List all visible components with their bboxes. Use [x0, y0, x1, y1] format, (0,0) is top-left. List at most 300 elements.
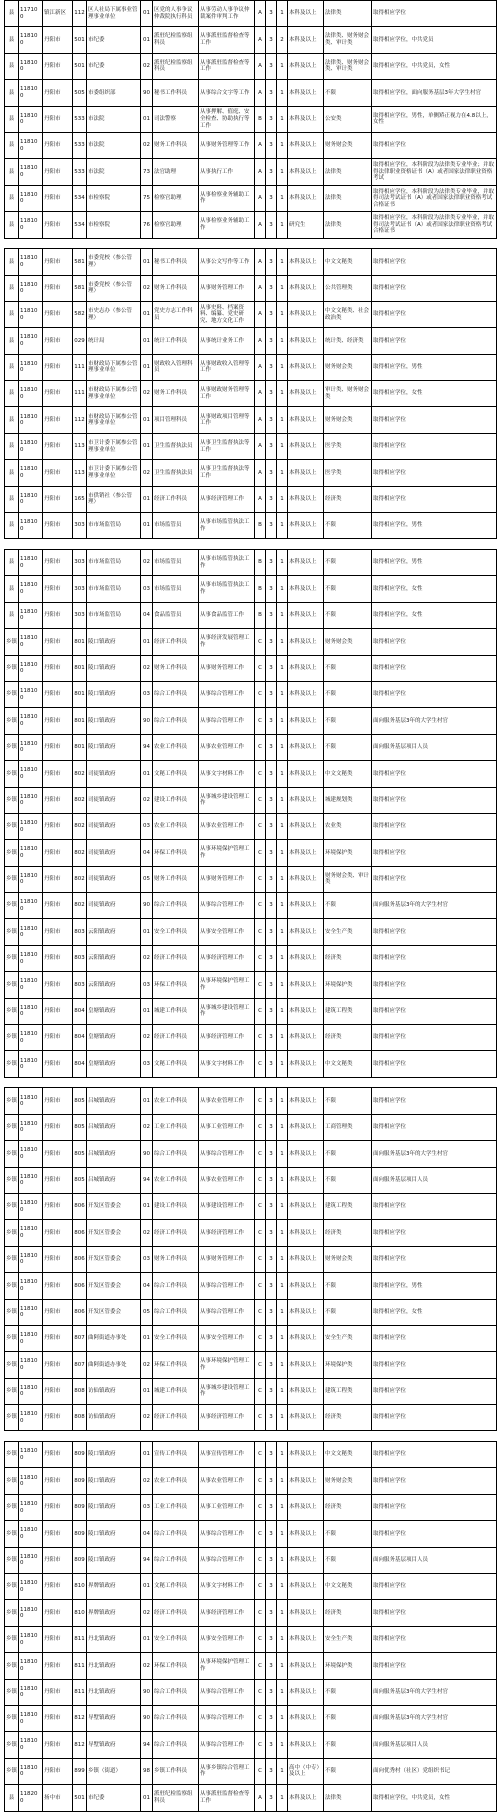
region-cell: 丹阳市 [43, 550, 73, 576]
table-row [5, 53, 497, 79]
requirement-cell: 取得相应学位 [372, 249, 497, 275]
ratio-cell: 3 [266, 945, 277, 971]
level-cell: 乡镇 [5, 1521, 19, 1547]
code-cell: 11810 0 [19, 328, 43, 354]
code-cell: 11810 0 [19, 1051, 43, 1077]
level-cell: 县 [5, 212, 19, 238]
table-row [5, 1732, 497, 1758]
major-cell: 不限 [324, 1547, 372, 1573]
region-cell: 丹阳市 [43, 1442, 73, 1468]
region-cell: 丹阳市 [43, 513, 73, 539]
table-row [5, 407, 497, 433]
major-cell: 财务财会类 [324, 1468, 372, 1494]
count-cell: 1 [277, 1141, 288, 1167]
code-cell: 11810 0 [19, 486, 43, 512]
education-cell: 本科及以上 [288, 1521, 324, 1547]
dept-code-cell: 809 [73, 1521, 87, 1547]
dept-name-cell: 陵口镇政府 [87, 734, 141, 760]
ratio-cell: 3 [266, 602, 277, 628]
position-code-cell: 02 [141, 1653, 153, 1679]
duty-cell: 从事市场监管执法工作 [199, 513, 255, 539]
position-name-cell: 环保工作科员 [153, 840, 199, 866]
duty-cell: 从事城乡建设管理工作 [199, 1378, 255, 1404]
major-cell: 经济类 [324, 1025, 372, 1051]
ratio-cell: 3 [266, 1220, 277, 1246]
dept-code-cell: 533 [73, 132, 87, 158]
level-cell: 乡镇 [5, 893, 19, 919]
position-code-cell: 01 [141, 328, 153, 354]
requirement-cell: 取得相应学位 [372, 972, 497, 998]
region-cell: 丹阳市 [43, 1273, 73, 1299]
education-cell: 本科及以上 [288, 813, 324, 839]
position-code-cell: 02 [141, 1025, 153, 1051]
duty-cell: 从事财政项目管理等工作 [199, 407, 255, 433]
region-cell: 丹阳市 [43, 1600, 73, 1626]
region-cell: 丹阳市 [43, 328, 73, 354]
major-cell: 不限 [324, 1088, 372, 1114]
dept-code-cell: 812 [73, 1732, 87, 1758]
position-code-cell: 02 [141, 460, 153, 486]
requirement-cell: 取得相应学位 [372, 655, 497, 681]
education-cell: 本科及以上 [288, 1025, 324, 1051]
duty-cell: 从事检察业务辅助工作 [199, 212, 255, 238]
level-cell: 县 [5, 53, 19, 79]
table-row [5, 1521, 497, 1547]
dept-name-cell: 统计局 [87, 328, 141, 354]
requirement-cell: 取得相应学位，本科阶段为法律类专业毕业；并取得法律职业资格证书（A）或者国家法律职业资格考试 [372, 159, 497, 185]
position-name-cell: 统计工作科员 [153, 328, 199, 354]
education-cell: 本科及以上 [288, 1246, 324, 1272]
level-cell: 乡镇 [5, 1468, 19, 1494]
ratio-cell: 3 [266, 1246, 277, 1272]
dept-name-cell: 市法院 [87, 159, 141, 185]
region-cell: 丹阳市 [43, 1468, 73, 1494]
count-cell: 1 [277, 354, 288, 380]
dept-code-cell: 811 [73, 1626, 87, 1652]
table-row [5, 866, 497, 892]
position-code-cell: 02 [141, 550, 153, 576]
position-code-cell: 02 [141, 945, 153, 971]
category-cell: A [255, 1785, 266, 1811]
duty-cell: 从事财政收入管理等工作 [199, 354, 255, 380]
education-cell: 本科及以上 [288, 80, 324, 106]
category-cell: C [255, 1167, 266, 1193]
education-cell: 本科及以上 [288, 1442, 324, 1468]
dept-name-cell: 市纪委 [87, 27, 141, 53]
education-cell: 本科及以上 [288, 1600, 324, 1626]
dept-name-cell: 吕城镇政府 [87, 1114, 141, 1140]
requirement-cell: 取得相应学位 [372, 1574, 497, 1600]
code-cell: 11810 0 [19, 1246, 43, 1272]
major-cell: 医学类 [324, 460, 372, 486]
category-cell: C [255, 708, 266, 734]
code-cell: 11810 0 [19, 407, 43, 433]
table-row [5, 301, 497, 327]
position-name-cell: 经济工作科员 [153, 629, 199, 655]
table-row [5, 381, 497, 407]
dept-code-cell: 113 [73, 460, 87, 486]
duty-cell: 从事财务管理工作 [199, 866, 255, 892]
code-cell: 11810 0 [19, 945, 43, 971]
position-name-cell: 宣传工作科员 [153, 1442, 199, 1468]
requirement-cell: 取得相应学位 [372, 1114, 497, 1140]
position-name-cell: 财务工作科员 [153, 381, 199, 407]
major-cell: 建筑工程类 [324, 998, 372, 1024]
position-code-cell: 73 [141, 159, 153, 185]
dept-name-cell: 司徒镇政府 [87, 840, 141, 866]
position-code-cell: 02 [141, 1220, 153, 1246]
education-cell: 本科及以上 [288, 1220, 324, 1246]
region-cell: 镇江新区 [43, 1, 73, 27]
position-code-cell: 03 [141, 681, 153, 707]
major-cell: 法律类 [324, 1785, 372, 1811]
level-cell: 县 [5, 301, 19, 327]
count-cell: 1 [277, 1025, 288, 1051]
major-cell: 法律类 [324, 212, 372, 238]
duty-cell: 从事环境保护管理工作 [199, 972, 255, 998]
duty-cell: 从事农业管理工作 [199, 1088, 255, 1114]
region-cell: 丹阳市 [43, 407, 73, 433]
requirement-cell: 取得相应学位 [372, 1088, 497, 1114]
ratio-cell: 3 [266, 1785, 277, 1811]
table-row [5, 275, 497, 301]
position-name-cell: 安全工作科员 [153, 1325, 199, 1351]
dept-name-cell: 界牌镇政府 [87, 1574, 141, 1600]
category-cell: B [255, 513, 266, 539]
requirement-cell: 取得相应学位 [372, 1352, 497, 1378]
table-row [5, 1114, 497, 1140]
major-cell: 中文文秘类 [324, 249, 372, 275]
major-cell: 经济类 [324, 1220, 372, 1246]
education-cell: 本科及以上 [288, 629, 324, 655]
table-row [5, 1653, 497, 1679]
requirement-cell: 取得相应学位，女性 [372, 1299, 497, 1325]
requirement-cell: 取得相应学位 [372, 919, 497, 945]
dept-code-cell: 802 [73, 893, 87, 919]
education-cell: 本科及以上 [288, 1732, 324, 1758]
dept-name-cell: 访仙镇政府 [87, 1378, 141, 1404]
duty-cell: 从事农业管理工作 [199, 813, 255, 839]
code-cell: 11810 0 [19, 1626, 43, 1652]
ratio-cell: 3 [266, 1299, 277, 1325]
ratio-cell: 3 [266, 1378, 277, 1404]
dept-code-cell: 809 [73, 1494, 87, 1520]
position-code-cell: 03 [141, 1051, 153, 1077]
ratio-cell: 3 [266, 708, 277, 734]
code-cell: 11810 0 [19, 1352, 43, 1378]
category-cell: C [255, 998, 266, 1024]
ratio-cell: 3 [266, 1758, 277, 1784]
region-cell: 丹阳市 [43, 1494, 73, 1520]
dept-name-cell: 吕城镇政府 [87, 1088, 141, 1114]
position-code-cell: 04 [141, 602, 153, 628]
gap-cell [5, 539, 497, 550]
region-cell: 丹阳市 [43, 1246, 73, 1272]
position-name-cell: 财务工作科员 [153, 655, 199, 681]
level-cell: 县 [5, 159, 19, 185]
position-code-cell: 01 [141, 301, 153, 327]
position-name-cell: 工业工作科员 [153, 1494, 199, 1520]
requirement-cell: 取得相应学位 [372, 1653, 497, 1679]
education-cell: 本科及以上 [288, 53, 324, 79]
ratio-cell: 3 [266, 1114, 277, 1140]
position-name-cell: 检察官助理 [153, 185, 199, 211]
dept-name-cell: 开发区管委会 [87, 1299, 141, 1325]
count-cell: 1 [277, 80, 288, 106]
count-cell: 1 [277, 708, 288, 734]
level-cell: 乡镇 [5, 1626, 19, 1652]
position-code-cell: 02 [141, 1468, 153, 1494]
level-cell: 县 [5, 1, 19, 27]
code-cell: 11810 0 [19, 734, 43, 760]
requirement-cell: 取得相应学位 [372, 1025, 497, 1051]
region-cell: 丹阳市 [43, 1705, 73, 1731]
requirement-cell: 面向优秀村（社区）党组织书记 [372, 1758, 497, 1784]
code-cell: 11820 0 [19, 1785, 43, 1811]
category-cell: A [255, 27, 266, 53]
region-cell: 丹阳市 [43, 945, 73, 971]
major-cell: 不限 [324, 602, 372, 628]
table-row [5, 1299, 497, 1325]
requirement-cell: 取得相应学位 [372, 629, 497, 655]
education-cell: 本科及以上 [288, 998, 324, 1024]
dept-name-cell: 丹北镇政府 [87, 1626, 141, 1652]
count-cell: 1 [277, 1679, 288, 1705]
requirement-cell: 面向服务基层3年的大学生村官 [372, 1679, 497, 1705]
level-cell: 乡镇 [5, 813, 19, 839]
major-cell: 不限 [324, 1141, 372, 1167]
dept-code-cell: 533 [73, 159, 87, 185]
table-row [5, 513, 497, 539]
major-cell: 环境保护类 [324, 1352, 372, 1378]
category-cell: C [255, 1758, 266, 1784]
category-cell: C [255, 681, 266, 707]
region-cell: 丹阳市 [43, 1325, 73, 1351]
table-row [5, 1679, 497, 1705]
level-cell: 县 [5, 275, 19, 301]
education-cell: 本科及以上 [288, 1088, 324, 1114]
level-cell: 乡镇 [5, 1167, 19, 1193]
position-name-cell: 文秘工作科员 [153, 1574, 199, 1600]
major-cell: 环境保护类 [324, 1653, 372, 1679]
dept-name-cell: 市委组织部 [87, 80, 141, 106]
table-row [5, 1494, 497, 1520]
major-cell: 不限 [324, 513, 372, 539]
ratio-cell: 3 [266, 159, 277, 185]
requirement-cell: 面向服务基层3年的大学生村官 [372, 893, 497, 919]
ratio-cell: 3 [266, 840, 277, 866]
duty-cell: 从事市场监管执法工作 [199, 576, 255, 602]
position-name-cell: 综合工作科员 [153, 708, 199, 734]
category-cell: C [255, 1521, 266, 1547]
education-cell: 研究生 [288, 212, 324, 238]
ratio-cell: 3 [266, 381, 277, 407]
dept-code-cell: 029 [73, 328, 87, 354]
duty-cell: 从事农业管理工作 [199, 734, 255, 760]
position-code-cell: 02 [141, 275, 153, 301]
region-cell: 丹阳市 [43, 681, 73, 707]
level-cell: 乡镇 [5, 1732, 19, 1758]
level-cell: 乡镇 [5, 1494, 19, 1520]
duty-cell: 从事劳动人事争议仲裁案件审判工作 [199, 1, 255, 27]
education-cell: 本科及以上 [288, 1325, 324, 1351]
table-row [5, 1051, 497, 1077]
education-cell: 本科及以上 [288, 1785, 324, 1811]
level-cell: 乡镇 [5, 1705, 19, 1731]
position-code-cell: 01 [141, 27, 153, 53]
dept-code-cell: 505 [73, 80, 87, 106]
education-cell: 本科及以上 [288, 27, 324, 53]
code-cell: 11810 0 [19, 1653, 43, 1679]
count-cell: 1 [277, 301, 288, 327]
region-cell: 丹阳市 [43, 1574, 73, 1600]
category-cell: C [255, 813, 266, 839]
dept-name-cell: 开发区管委会 [87, 1220, 141, 1246]
ratio-cell: 3 [266, 1352, 277, 1378]
duty-cell: 从事市场监管执法工作 [199, 550, 255, 576]
position-code-cell: 03 [141, 576, 153, 602]
duty-cell: 从事综合管理工作 [199, 1705, 255, 1731]
duty-cell: 从事环境保护管理工作 [199, 840, 255, 866]
position-name-cell: 建设工作科员 [153, 1193, 199, 1219]
ratio-cell: 3 [266, 185, 277, 211]
position-code-cell: 90 [141, 1141, 153, 1167]
position-code-cell: 01 [141, 1378, 153, 1404]
category-cell: C [255, 734, 266, 760]
duty-cell: 从事卫生监督执法等工作 [199, 433, 255, 459]
position-code-cell: 76 [141, 212, 153, 238]
count-cell: 1 [277, 945, 288, 971]
requirement-cell: 取得相应学位 [372, 1246, 497, 1272]
position-name-cell: 综合工作科员 [153, 1732, 199, 1758]
education-cell: 本科及以上 [288, 866, 324, 892]
position-code-cell: 04 [141, 1273, 153, 1299]
code-cell: 11810 0 [19, 1494, 43, 1520]
category-cell: C [255, 840, 266, 866]
level-cell: 乡镇 [5, 787, 19, 813]
table-row [5, 1246, 497, 1272]
region-cell: 丹阳市 [43, 1758, 73, 1784]
code-cell: 11810 0 [19, 381, 43, 407]
position-name-cell: 城建工作科员 [153, 998, 199, 1024]
category-cell: A [255, 159, 266, 185]
requirement-cell: 取得相应学位 [372, 840, 497, 866]
dept-name-cell: 司徒镇政府 [87, 893, 141, 919]
code-cell: 11710 0 [19, 1, 43, 27]
dept-name-cell: 开发区管委会 [87, 1246, 141, 1272]
dept-name-cell: 陵口镇政府 [87, 629, 141, 655]
dept-code-cell: 501 [73, 1785, 87, 1811]
category-cell: B [255, 106, 266, 132]
duty-cell: 从事乡镇综合管理工作 [199, 1758, 255, 1784]
section-gap [5, 238, 497, 249]
ratio-cell: 3 [266, 27, 277, 53]
count-cell: 1 [277, 919, 288, 945]
position-name-cell: 综合工作科员 [153, 1273, 199, 1299]
major-cell: 中文文秘类 [324, 1442, 372, 1468]
position-code-cell: 02 [141, 655, 153, 681]
region-cell: 丹阳市 [43, 159, 73, 185]
count-cell: 1 [277, 576, 288, 602]
position-code-cell: 02 [141, 53, 153, 79]
count-cell: 1 [277, 1114, 288, 1140]
duty-cell: 从事经济发展管理工作 [199, 629, 255, 655]
ratio-cell: 3 [266, 1442, 277, 1468]
section-gap [5, 1077, 497, 1088]
major-cell: 不限 [324, 1679, 372, 1705]
ratio-cell: 3 [266, 761, 277, 787]
education-cell: 本科及以上 [288, 328, 324, 354]
ratio-cell: 3 [266, 106, 277, 132]
level-cell: 乡镇 [5, 1325, 19, 1351]
ratio-cell: 3 [266, 1653, 277, 1679]
dept-name-cell: 市卫计委下属参公管理事业单位 [87, 460, 141, 486]
position-code-cell: 02 [141, 787, 153, 813]
major-cell: 公共管理类 [324, 275, 372, 301]
major-cell: 中文文秘类 [324, 761, 372, 787]
duty-cell: 从事检察业务辅助工作 [199, 185, 255, 211]
education-cell: 本科及以上 [288, 407, 324, 433]
ratio-cell: 3 [266, 919, 277, 945]
major-cell: 不限 [324, 1732, 372, 1758]
major-cell: 不限 [324, 550, 372, 576]
code-cell: 11810 0 [19, 708, 43, 734]
education-cell: 本科及以上 [288, 1494, 324, 1520]
duty-cell: 从事环境保护管理工作 [199, 1653, 255, 1679]
dept-name-cell: 市市场监管局 [87, 576, 141, 602]
count-cell: 1 [277, 132, 288, 158]
position-code-cell: 01 [141, 1626, 153, 1652]
requirement-cell: 取得相应学位 [372, 275, 497, 301]
dept-code-cell: 581 [73, 275, 87, 301]
major-cell: 财务财会类 [324, 629, 372, 655]
category-cell: A [255, 132, 266, 158]
region-cell: 丹阳市 [43, 998, 73, 1024]
duty-cell: 从事安全管理工作 [199, 1626, 255, 1652]
region-cell: 丹阳市 [43, 1220, 73, 1246]
dept-name-cell: 市纪委 [87, 53, 141, 79]
code-cell: 11810 0 [19, 1705, 43, 1731]
dept-code-cell: 802 [73, 761, 87, 787]
table-row [5, 893, 497, 919]
level-cell: 乡镇 [5, 1025, 19, 1051]
major-cell: 财务财会类 [324, 407, 372, 433]
education-cell: 本科及以上 [288, 1626, 324, 1652]
position-name-cell: 市场监管员 [153, 550, 199, 576]
dept-code-cell: 804 [73, 1051, 87, 1077]
table-row [5, 1705, 497, 1731]
level-cell: 乡镇 [5, 1600, 19, 1626]
category-cell: C [255, 1051, 266, 1077]
level-cell: 县 [5, 80, 19, 106]
category-cell: C [255, 1679, 266, 1705]
major-cell: 农业类 [324, 813, 372, 839]
count-cell: 1 [277, 1088, 288, 1114]
ratio-cell: 3 [266, 460, 277, 486]
major-cell: 不限 [324, 1273, 372, 1299]
code-cell: 11810 0 [19, 354, 43, 380]
ratio-cell: 3 [266, 813, 277, 839]
requirement-cell: 取得相应学位 [372, 945, 497, 971]
dept-name-cell: 陵口镇政府 [87, 1468, 141, 1494]
ratio-cell: 3 [266, 1705, 277, 1731]
requirement-cell: 面向服务基层项目人员 [372, 1732, 497, 1758]
education-cell: 本科及以上 [288, 1141, 324, 1167]
count-cell: 1 [277, 185, 288, 211]
major-cell: 中文文秘类、社会政治类 [324, 301, 372, 327]
education-cell: 本科及以上 [288, 275, 324, 301]
dept-code-cell: 581 [73, 249, 87, 275]
